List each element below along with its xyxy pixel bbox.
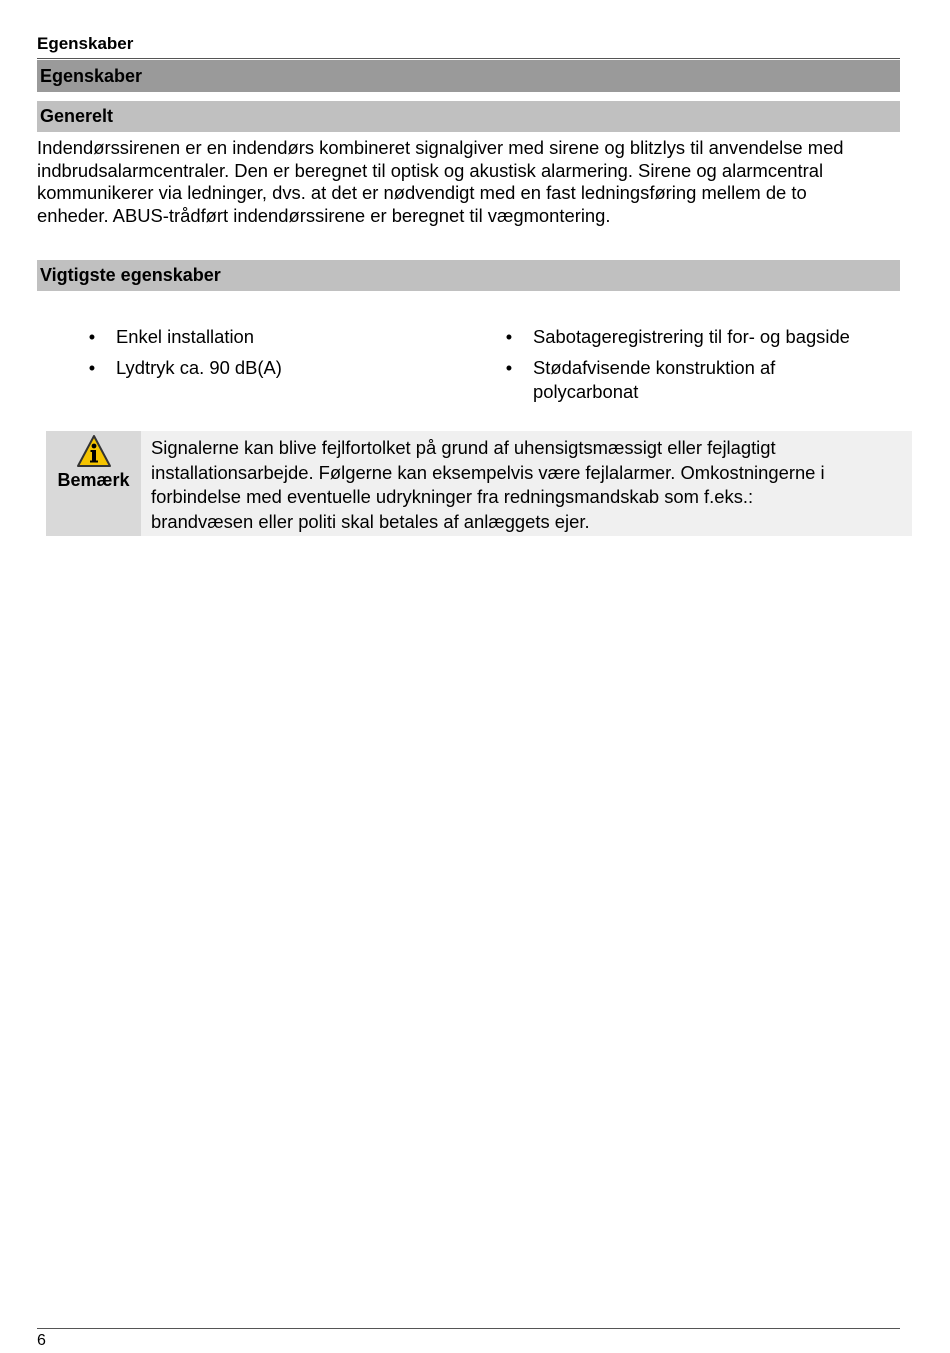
bullet-icon: • bbox=[88, 326, 96, 347]
bullet-icon: • bbox=[88, 357, 96, 378]
note-line: Signalerne kan blive fejlfortolket på grund af uhensigtsmæssigt eller fejlagtigt bbox=[151, 437, 776, 458]
note-label-cell bbox=[46, 431, 141, 536]
footer-divider bbox=[37, 1328, 900, 1329]
list-item-text: Lydtryk ca. 90 dB(A) bbox=[116, 357, 282, 378]
paragraph-line: Indendørssirenen er en indendørs kombineret signalgiver med sirene og blitzlys til anvendelse med bbox=[37, 137, 844, 158]
note-box bbox=[46, 431, 912, 536]
paragraph-line: enheder. ABUS-trådført indendørssirene er beregnet til vægmontering. bbox=[37, 204, 611, 226]
bullet-icon: • bbox=[505, 326, 513, 347]
page-number: 6 bbox=[37, 1332, 46, 1349]
note-line: forbindelse med eventuelle udrykninger fra redningsmandskab som f.eks.: bbox=[151, 486, 754, 508]
list-item bbox=[503, 356, 833, 404]
list-item bbox=[86, 325, 466, 349]
list-item-text: Sabotageregistrering til for- og bagside bbox=[533, 326, 850, 347]
note-line: brandvæsen eller politi skal betales af anlæggets ejer. bbox=[151, 510, 590, 532]
header-divider bbox=[37, 58, 900, 59]
running-header: Egenskaber bbox=[37, 34, 134, 53]
list-item bbox=[86, 356, 466, 380]
generelt-paragraph bbox=[37, 137, 907, 227]
list-item bbox=[503, 325, 903, 349]
vigtigste-heading: Vigtigste egenskaber bbox=[37, 260, 900, 291]
list-item-text: Stødafvisende konstruktion af polycarbonat bbox=[533, 357, 776, 402]
info-warning-icon bbox=[76, 434, 112, 468]
section-title: Egenskaber bbox=[37, 60, 900, 92]
note-text bbox=[141, 431, 912, 536]
list-item-text: Enkel installation bbox=[116, 326, 255, 347]
feature-list-right bbox=[503, 325, 903, 411]
note-line: installationsarbejde. Følgerne kan eksempelvis være fejlalarmer. Omkostningerne i bbox=[151, 461, 825, 483]
generelt-heading: Generelt bbox=[37, 101, 900, 132]
paragraph-line: indbrudsalarmcentraler. Den er beregnet til optisk og akustisk alarmering. Sirene og alarmcentral bbox=[37, 159, 824, 181]
paragraph-line: kommunikerer via ledninger, dvs. at det er nødvendigt med en fast ledningsføring mellem de to bbox=[37, 182, 807, 204]
note-label: Bemærk bbox=[57, 470, 130, 490]
bullet-icon: • bbox=[505, 357, 513, 378]
feature-list-left bbox=[86, 325, 466, 387]
